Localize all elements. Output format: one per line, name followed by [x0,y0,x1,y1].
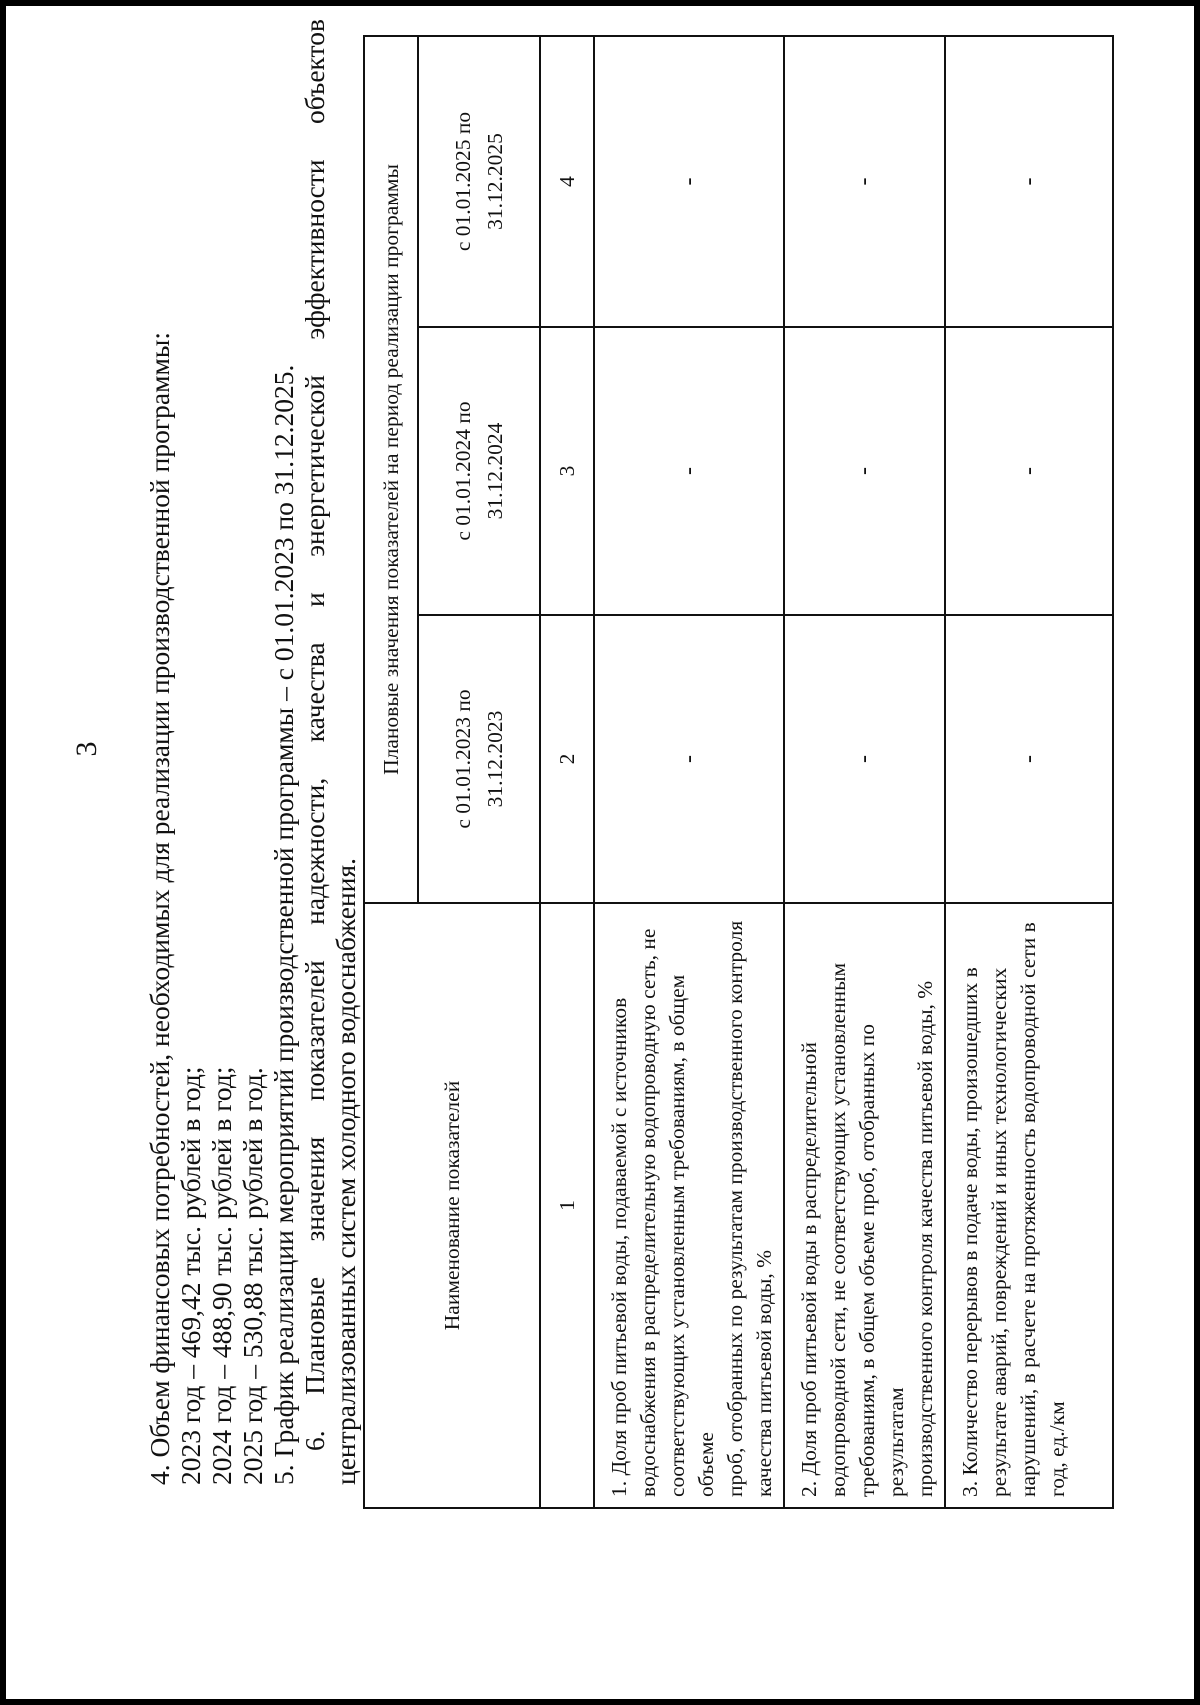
intro-text [144,6,361,1485]
indicator-value: - [945,327,1113,615]
header-period-2023: с 01.01.2023 по 31.12.2023 [418,615,540,903]
header-indicator-name: Наименование показателей [364,903,540,1508]
indicator-value: - [784,36,945,327]
header-period-2024: с 01.01.2024 по 31.12.2024 [418,327,540,615]
indicators-heading-line1 [299,19,330,1485]
indicator-value: - [594,36,784,327]
indicator-name: 3. Количество перерывов в подаче воды, произошедших в результате аварий, повреждений и иных технологических нарушений, в расчете на протяженность водопроводной сети в год, ед./км [945,903,1113,1508]
finance-2023: 2023 год – 469,42 тыс. рублей в год; [175,1066,206,1485]
table-row [784,36,945,1508]
indicator-value: - [594,327,784,615]
financial-needs-heading: 4. Объем финансовых потребностей, необходимых для реализации производственной программы: [144,332,175,1485]
rotated-page-content [6,6,1194,1699]
column-number: 1 [540,903,594,1508]
indicator-name: 1. Доля проб питьевой воды, подаваемой с источников водоснабжения в распределительную водопроводную сеть, не соответствующих установленным требованиям, в общем объеме проб, отобранных по результатам производственного контроля качества питьевой воды, % [594,903,784,1508]
column-number: 2 [540,615,594,903]
indicator-value: - [784,327,945,615]
indicator-value: - [945,36,1113,327]
indicator-value: - [945,615,1113,903]
document-page [6,6,1194,1699]
indicators-word: 6. [299,1430,330,1451]
finance-2025: 2025 год – 530,88 тыс. рублей в год. [237,1067,268,1485]
indicator-value: - [784,615,945,903]
indicators-heading-line2: централизованных систем холодного водоснабжения. [330,858,361,1485]
indicators-table [363,35,1114,1509]
table-row [594,36,784,1508]
page-number: 3 [70,741,103,757]
indicators-word: и [299,592,330,607]
schedule-line: 5. График реализации мероприятий производственной программы – с 01.01.2023 по 31.12.2025. [268,364,299,1485]
column-number: 3 [540,327,594,615]
indicators-word: эффективности [299,159,330,340]
indicator-value: - [594,615,784,903]
finance-2024: 2024 год – 488,90 тыс. рублей в год; [206,1066,237,1485]
indicators-word: объектов [299,19,330,124]
indicators-word: надежности, [299,777,330,925]
indicators-word: энергетической [299,375,330,557]
header-period-2025: с 01.01.2025 по 31.12.2025 [418,36,540,327]
table-row [945,36,1113,1508]
indicators-word: качества [299,642,330,743]
column-number: 4 [540,36,594,327]
indicators-word: Плановые [299,1276,330,1395]
column-number-row [540,36,594,1508]
indicator-name: 2. Доля проб питьевой воды в распределительной водопроводной сети, не соответствующих установленным требованиям, в общем объеме проб, отобранных по результатам производственного контроля качества питьевой воды, % [784,903,945,1508]
table-header-row [364,36,418,1508]
indicators-word: показателей [299,960,330,1102]
indicators-word: значения [299,1136,330,1242]
header-plan-values: Плановые значения показателей на период реализации программы [364,36,418,903]
